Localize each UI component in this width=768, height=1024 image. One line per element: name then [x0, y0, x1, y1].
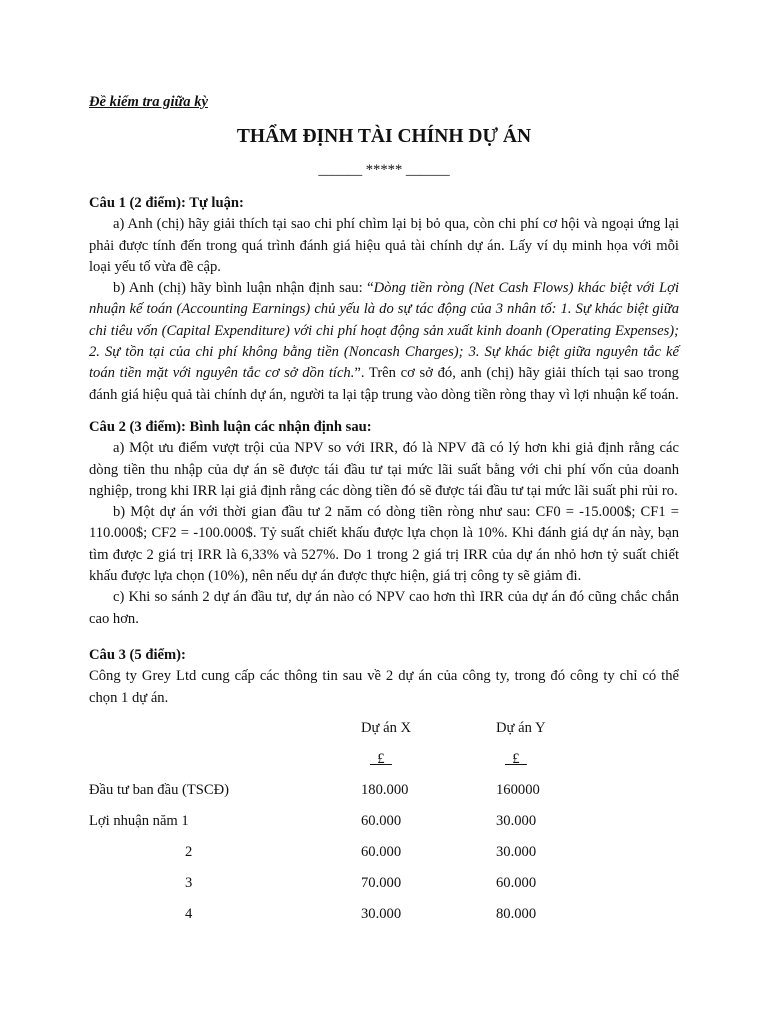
table-row — [89, 904, 649, 935]
title-divider: ______ ***** ______ — [318, 162, 450, 178]
question-1-part-a: a) Anh (chị) hãy giải thích tại sao chi phí chìm lại bị bỏ qua, còn chi phí cơ hội và ngoại ứng lại phải được tính đến trong quá trình đánh giá hiệu quả tài chính dự án. Lấy ví dụ minh họa với mỗi loại yếu tố vừa đề cập. — [89, 216, 679, 275]
row-label: Đầu tư ban đầu (TSCĐ) — [89, 782, 230, 798]
cell-x: 60.000 — [361, 844, 402, 860]
cell-y: 30.000 — [496, 813, 537, 829]
row-label: 4 — [185, 906, 193, 922]
cell-x: 70.000 — [361, 875, 402, 891]
question-2-heading: Câu 2 (3 điểm): Bình luận các nhận định sau: — [89, 419, 372, 435]
column-header-x: Dự án X — [361, 720, 412, 736]
table-row — [89, 873, 649, 904]
cell-x: 30.000 — [361, 906, 402, 922]
column-header-y: Dự án Y — [496, 720, 546, 736]
cell-x: 60.000 — [361, 813, 402, 829]
question-1-part-b-rest: ”. Trên cơ sở đó, anh (chị) hãy giải thích tại sao trong đánh giá hiệu quả tài chính dự án, người ta lại tập trung vào dòng tiền ròng thay vì lợi nhuận kế toán. — [89, 365, 679, 403]
question-2-part-a: a) Một ưu điểm vượt trội của NPV so với IRR, đó là NPV đã có lý hơn khi giả định rằng các dòng tiền thu nhập của dự án sẽ được tái đầu tư tại mức lãi suất bằng với chi phí vốn của doanh nghiệp, trong khi IRR lại giả định rằng các dòng tiền đó sẽ được tái đầu tư tại mức lãi suất phi rủi ro. — [89, 440, 679, 499]
cell-y: 30.000 — [496, 844, 537, 860]
question-3-heading: Câu 3 (5 điểm): — [89, 647, 186, 663]
table-header-row — [89, 718, 649, 749]
question-2-part-c: c) Khi so sánh 2 dự án đầu tư, dự án nào có NPV cao hơn thì IRR của dự án đó cũng chắc chắn cao hơn. — [89, 589, 679, 627]
currency-y: £ — [505, 751, 527, 767]
cell-y: 160000 — [496, 782, 540, 798]
row-label: Lợi nhuận năm 1 — [89, 813, 189, 829]
cell-y: 60.000 — [496, 875, 537, 891]
row-label: 2 — [185, 844, 193, 860]
question-3-intro: Công ty Grey Ltd cung cấp các thông tin sau về 2 dự án của công ty, trong đó công ty chỉ có thể chọn 1 dự án. — [89, 668, 679, 706]
question-2-part-b: b) Một dự án với thời gian đầu tư 2 năm có dòng tiền ròng như sau: CF0 = -15.000$; CF1 = 110.000$; CF2 = -100.000$. Tỷ suất chiết khấu được lựa chọn là 10%. Khi đánh giá dự án này, bạn tìm được 2 giá trị IRR là 6,33% và 527%. Do 1 trong 2 giá trị IRR của dự án nhỏ hơn tỷ suất chiết khấu được lựa chọn (10%), nên nếu dự án được thực hiện, giá trị công ty sẽ giảm đi. — [89, 504, 679, 585]
currency-x: £ — [370, 751, 392, 767]
table-row — [89, 780, 649, 811]
cell-y: 80.000 — [496, 906, 537, 922]
question-1 — [89, 193, 679, 406]
question-2 — [89, 417, 679, 630]
row-label: 3 — [185, 875, 193, 891]
page-title: THẨM ĐỊNH TÀI CHÍNH DỰ ÁN — [236, 126, 532, 147]
cell-x: 180.000 — [361, 782, 409, 798]
question-1-part-b-intro: b) Anh (chị) hãy bình luận nhận định sau: “ — [113, 280, 374, 297]
exam-label: Đề kiểm tra giữa kỳ — [89, 94, 208, 110]
question-1-part-b-quote: Dòng tiền ròng (Net Cash Flows) khác biệt với Lợi nhuận kế toán (Accounting Earnings) chủ yếu là do sự tác động của 3 nhân tố: 1. Sự khác biệt giữa chi tiêu vốn (Capital Expenditure) với chi phí hoạt động sản xuất kinh doanh (Operating Expenses); 2. Sự tồn tại của chi phí không bằng tiền (Noncash Charges); 3. Sự khác biệt giữa nguyên tắc kế toán tiền mặt với nguyên tắc cơ sở dồn tích. — [89, 280, 680, 382]
question-1-heading: Câu 1 (2 điểm): Tự luận: — [89, 195, 244, 211]
question-1-part-b — [89, 278, 679, 406]
project-table — [89, 718, 649, 935]
table-row — [89, 811, 649, 842]
question-3 — [89, 645, 679, 709]
table-row — [89, 842, 649, 873]
table-currency-row — [89, 749, 649, 780]
